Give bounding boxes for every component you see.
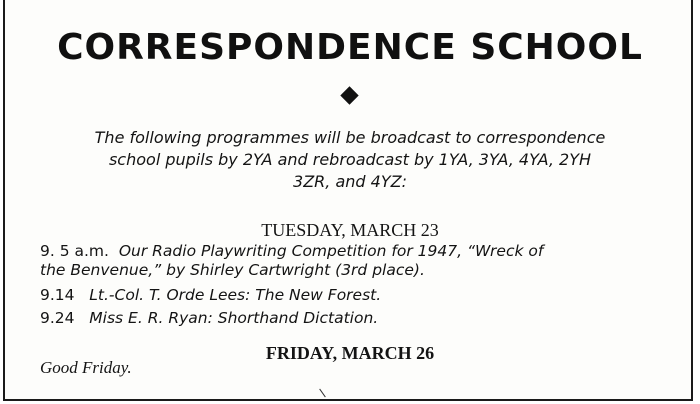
programme-description: Lt.-Col. T. Orde Lees: The New Forest. [89, 286, 382, 304]
intro-line-2: school pupils by 2YA and rebroadcast by 1YA, 3YA, 4YA, 2YH [108, 150, 592, 169]
programme-description: the Benvenue,” by Shirley Cartwright (3rd place). [40, 261, 425, 279]
programme-entry [40, 286, 381, 305]
intro-paragraph [40, 127, 660, 193]
notice-title: CORRESPONDENCE SCHOOL [57, 27, 643, 68]
programme-description: Miss E. R. Ryan: Shorthand Dictation. [89, 309, 379, 327]
programme-time: 9.14 [40, 286, 75, 304]
programme-entry-continuation [40, 261, 425, 280]
programme-entry [40, 242, 543, 261]
intro-line-3: 3ZR, and 4YZ: [293, 172, 407, 191]
programme-entry [40, 309, 378, 328]
friday-heading: FRIDAY, MARCH 26 [265, 343, 435, 363]
friday-note: Good Friday. [40, 358, 132, 377]
programme-time: 9. 5 a.m. [40, 242, 109, 260]
tuesday-heading: TUESDAY, MARCH 23 [261, 220, 439, 240]
programme-description: Our Radio Playwriting Competition for 1947, “Wreck of [118, 242, 544, 260]
intro-line-1: The following programmes will be broadcast to correspondence [94, 128, 606, 147]
programme-time: 9.24 [40, 309, 75, 327]
